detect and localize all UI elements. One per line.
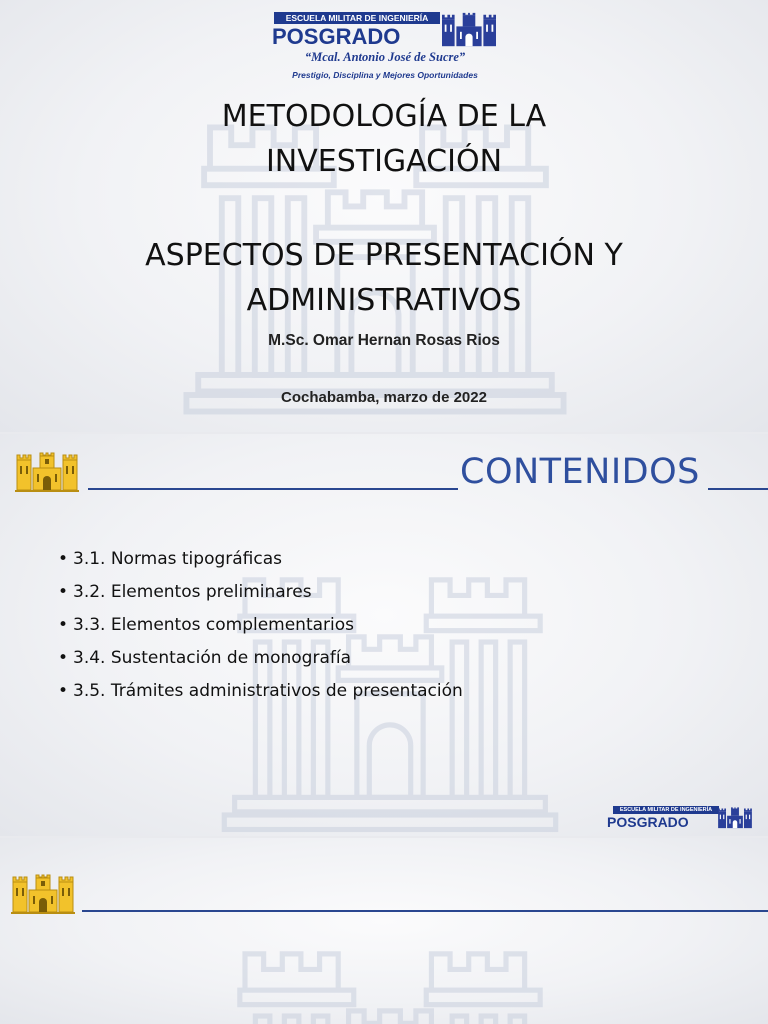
castle-icon <box>717 806 753 830</box>
castle-icon <box>10 874 76 914</box>
list-item: • 3.2. Elementos preliminares <box>58 582 312 602</box>
logo-wordmark: POSGRADO <box>272 24 401 49</box>
place-date: Cochabamba, marzo de 2022 <box>281 389 487 406</box>
title-line-1: METODOLOGÍA DE LA <box>221 99 547 134</box>
list-item: • 3.5. Trámites administrativos de presentación <box>58 681 463 701</box>
logo-motto: Prestigio, Disciplina y Mejores Oportunidades <box>292 70 478 80</box>
logo-banner: ESCUELA MILITAR DE INGENIERÍA <box>274 12 440 24</box>
title-slide <box>0 0 768 432</box>
logo-wordmark: POSGRADO <box>607 814 689 830</box>
subtitle-line-1: ASPECTOS DE PRESENTACIÓN Y <box>145 238 623 273</box>
contents-slide <box>0 434 768 836</box>
author: M.Sc. Omar Hernan Rosas Rios <box>268 332 500 349</box>
title-line-2: INVESTIGACIÓN <box>265 144 503 179</box>
castle-icon <box>14 452 80 492</box>
divider-line <box>708 488 768 490</box>
list-item: • 3.4. Sustentación de monografía <box>58 648 352 668</box>
next-slide <box>0 838 768 1024</box>
subtitle-line-2: ADMINISTRATIVOS <box>246 283 522 318</box>
logo-signature: “Mcal. Antonio José de Sucre” <box>304 50 466 64</box>
list-item: • 3.1. Normas tipográficas <box>58 549 282 569</box>
divider-line <box>88 488 458 490</box>
divider-line <box>82 910 768 912</box>
posgrado-logo <box>270 12 500 84</box>
posgrado-logo <box>605 806 753 836</box>
castle-watermark <box>150 928 630 1024</box>
section-heading: CONTENIDOS <box>460 452 700 492</box>
logo-banner: ESCUELA MILITAR DE INGENIERÍA <box>613 806 719 814</box>
list-item: • 3.3. Elementos complementarios <box>58 615 355 635</box>
contents-list <box>58 546 463 711</box>
castle-icon <box>440 12 498 48</box>
